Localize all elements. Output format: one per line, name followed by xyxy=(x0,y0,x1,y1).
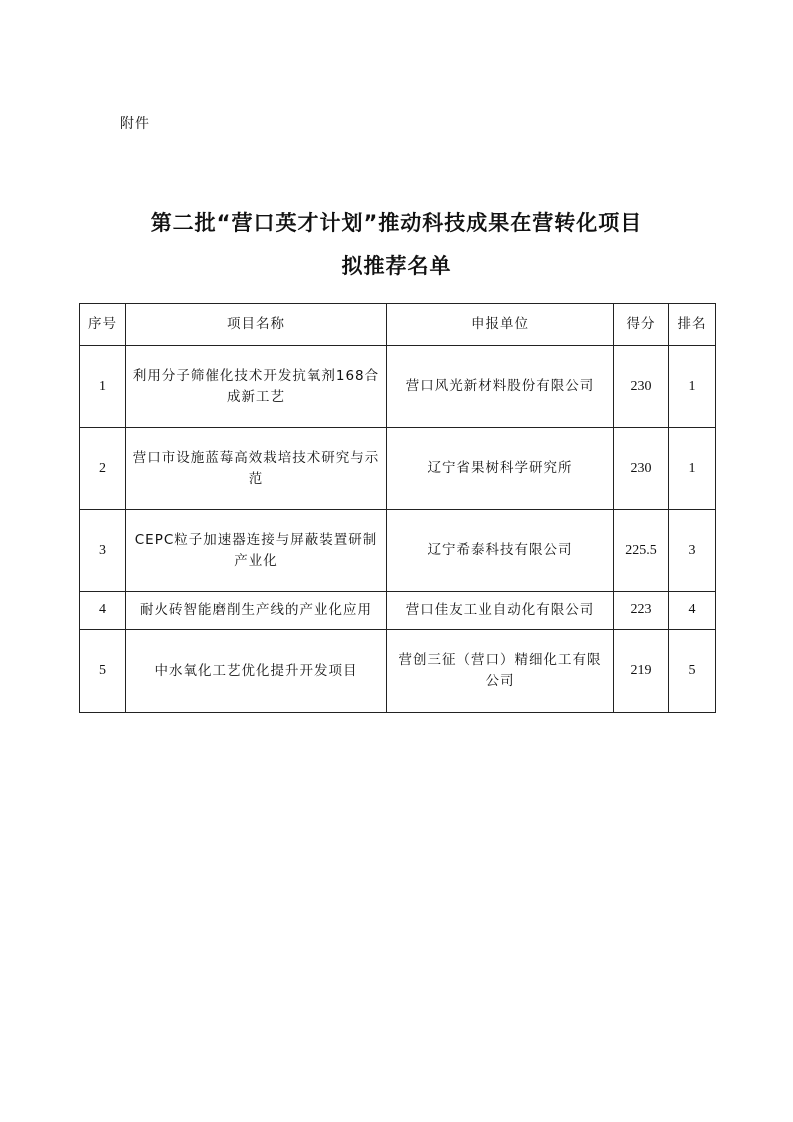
table-header-row xyxy=(80,304,716,346)
cell-rank: 3 xyxy=(669,510,716,592)
header-score: 得分 xyxy=(614,304,669,346)
cell-seq: 2 xyxy=(80,428,126,510)
document-title-line1: 第二批“营口英才计划”推动科技成果在营转化项目 xyxy=(150,211,643,235)
table-row xyxy=(80,428,716,510)
header-unit: 申报单位 xyxy=(387,304,614,346)
cell-rank: 4 xyxy=(669,592,716,630)
cell-score: 230 xyxy=(614,346,669,428)
cell-seq: 5 xyxy=(80,630,126,713)
table-row xyxy=(80,630,716,713)
cell-score: 223 xyxy=(614,592,669,630)
cell-unit: 辽宁希泰科技有限公司 xyxy=(387,510,614,592)
attachment-label: 附件 xyxy=(120,116,150,132)
document-title-line2: 拟推荐名单 xyxy=(341,254,452,278)
cell-seq: 4 xyxy=(80,592,126,630)
header-seq: 序号 xyxy=(80,304,126,346)
cell-project: CEPC粒子加速器连接与屏蔽装置研制产业化 xyxy=(126,510,387,592)
cell-seq: 1 xyxy=(80,346,126,428)
cell-rank: 5 xyxy=(669,630,716,713)
cell-unit: 营口风光新材料股份有限公司 xyxy=(387,346,614,428)
header-rank: 排名 xyxy=(669,304,716,346)
cell-project: 中水氧化工艺优化提升开发项目 xyxy=(126,630,387,713)
cell-rank: 1 xyxy=(669,346,716,428)
table-row xyxy=(80,592,716,630)
cell-project: 营口市设施蓝莓高效栽培技术研究与示范 xyxy=(126,428,387,510)
cell-rank: 1 xyxy=(669,428,716,510)
cell-project: 利用分子筛催化技术开发抗氧剂168合成新工艺 xyxy=(126,346,387,428)
recommendation-table xyxy=(79,303,716,713)
table-row xyxy=(80,346,716,428)
cell-unit: 营口佳友工业自动化有限公司 xyxy=(387,592,614,630)
cell-score: 219 xyxy=(614,630,669,713)
cell-unit: 辽宁省果树科学研究所 xyxy=(387,428,614,510)
cell-project: 耐火砖智能磨削生产线的产业化应用 xyxy=(126,592,387,630)
cell-score: 225.5 xyxy=(614,510,669,592)
cell-seq: 3 xyxy=(80,510,126,592)
header-project: 项目名称 xyxy=(126,304,387,346)
table-row xyxy=(80,510,716,592)
cell-unit: 营创三征（营口）精细化工有限公司 xyxy=(387,630,614,713)
cell-score: 230 xyxy=(614,428,669,510)
